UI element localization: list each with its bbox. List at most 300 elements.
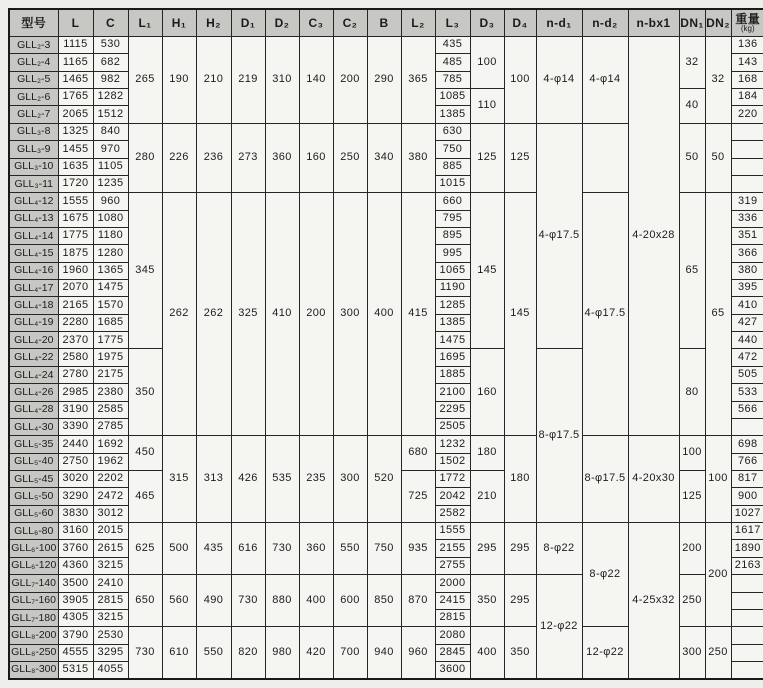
cell-weight: 395	[731, 280, 763, 297]
cell-weight	[731, 644, 763, 661]
cell-weight: 817	[731, 470, 763, 487]
cell-DN1: 32	[679, 37, 705, 89]
cell-L3: 1772	[435, 470, 470, 487]
cell-L3: 1885	[435, 366, 470, 383]
column-header-weight	[731, 9, 763, 37]
cell-L3: 2042	[435, 488, 470, 505]
cell-DN1: 50	[679, 123, 705, 192]
cell-B: 340	[367, 123, 401, 192]
cell-model: GLL₄-18	[9, 297, 58, 314]
cell-L: 3830	[58, 505, 93, 522]
cell-model: GLL₅-45	[9, 470, 58, 487]
cell-C: 2785	[93, 418, 128, 435]
cell-D1: 325	[231, 193, 265, 436]
cell-L3: 630	[435, 123, 470, 140]
cell-L3: 895	[435, 227, 470, 244]
cell-C: 1180	[93, 227, 128, 244]
cell-H1: 610	[162, 627, 196, 679]
cell-L3: 1065	[435, 262, 470, 279]
cell-C: 2410	[93, 575, 128, 592]
cell-C: 2015	[93, 523, 128, 540]
cell-L: 1115	[58, 37, 93, 54]
cell-nd1: 12-φ22	[536, 575, 582, 679]
column-header-DN2	[705, 9, 731, 37]
cell-C3: 140	[299, 37, 333, 124]
cell-C: 1692	[93, 436, 128, 453]
cell-B: 750	[367, 523, 401, 575]
cell-C: 1570	[93, 297, 128, 314]
cell-L1: 350	[128, 349, 162, 436]
cell-H2: 490	[196, 575, 231, 627]
cell-model: GLL₅-35	[9, 436, 58, 453]
cell-H2: 550	[196, 627, 231, 679]
cell-DN2: 200	[705, 523, 731, 627]
cell-model: GLL₄-17	[9, 280, 58, 297]
cell-H2: 210	[196, 37, 231, 124]
cell-weight	[731, 123, 763, 140]
cell-model: GLL₄-16	[9, 262, 58, 279]
cell-C: 3215	[93, 557, 128, 574]
cell-D4: 350	[504, 627, 536, 679]
cell-L2: 725	[401, 470, 435, 522]
cell-L2: 365	[401, 37, 435, 124]
cell-weight	[731, 627, 763, 644]
cell-DN1: 250	[679, 575, 705, 627]
cell-C3: 200	[299, 193, 333, 436]
cell-D1: 273	[231, 123, 265, 192]
cell-L: 1465	[58, 71, 93, 88]
cell-B: 400	[367, 193, 401, 436]
cell-H1: 190	[162, 37, 196, 124]
column-header-label: DN₁	[680, 15, 704, 30]
cell-L3: 2755	[435, 557, 470, 574]
cell-L: 2065	[58, 106, 93, 123]
cell-weight	[731, 575, 763, 592]
column-header-D3	[470, 9, 504, 37]
column-header-L2	[401, 9, 435, 37]
cell-model: GLL₂-3	[9, 37, 58, 54]
cell-L3: 2100	[435, 384, 470, 401]
cell-C: 682	[93, 54, 128, 71]
cell-C: 530	[93, 37, 128, 54]
cell-C: 1775	[93, 332, 128, 349]
cell-D4: 125	[504, 123, 536, 192]
cell-L1: 450	[128, 436, 162, 471]
column-header-label: n-d₁	[546, 15, 572, 30]
cell-nd2: 4-φ17.5	[582, 193, 628, 436]
cell-H1: 560	[162, 575, 196, 627]
column-header-label: H₁	[171, 15, 187, 30]
cell-H1: 226	[162, 123, 196, 192]
cell-C: 1280	[93, 245, 128, 262]
cell-L: 3790	[58, 627, 93, 644]
cell-D3: 110	[470, 89, 504, 124]
cell-L3: 1502	[435, 453, 470, 470]
cell-D3: 180	[470, 436, 504, 471]
cell-L3: 1385	[435, 106, 470, 123]
cell-L3: 2815	[435, 609, 470, 626]
column-header-nd1	[536, 9, 582, 37]
cell-weight	[731, 661, 763, 679]
column-header-DN1	[679, 9, 705, 37]
cell-D3: 400	[470, 627, 504, 679]
cell-DN1: 65	[679, 193, 705, 349]
cell-C: 3295	[93, 644, 128, 661]
cell-DN1: 300	[679, 627, 705, 679]
cell-D4: 180	[504, 436, 536, 523]
cell-weight: 1027	[731, 505, 763, 522]
column-header-label: D₃	[479, 15, 495, 30]
cell-C: 2202	[93, 470, 128, 487]
cell-H2: 262	[196, 193, 231, 436]
cell-L3: 1015	[435, 175, 470, 192]
cell-D3: 160	[470, 349, 504, 436]
cell-model: GLL₄-14	[9, 227, 58, 244]
cell-D1: 820	[231, 627, 265, 679]
cell-L: 3020	[58, 470, 93, 487]
cell-model: GLL₇-140	[9, 575, 58, 592]
cell-L1: 345	[128, 193, 162, 349]
cell-model: GLL₄-22	[9, 349, 58, 366]
cell-D4: 295	[504, 575, 536, 627]
cell-L: 2070	[58, 280, 93, 297]
cell-L: 2985	[58, 384, 93, 401]
cell-L1: 465	[128, 470, 162, 522]
cell-C: 1975	[93, 349, 128, 366]
cell-weight: 220	[731, 106, 763, 123]
cell-L: 2750	[58, 453, 93, 470]
cell-L3: 2080	[435, 627, 470, 644]
cell-L: 3160	[58, 523, 93, 540]
cell-nd1: 4-φ17.5	[536, 123, 582, 349]
cell-model: GLL₂-6	[9, 89, 58, 106]
table-body	[9, 37, 763, 680]
cell-model: GLL₇-180	[9, 609, 58, 626]
cell-D3: 210	[470, 470, 504, 522]
cell-weight	[731, 175, 763, 192]
cell-C2: 250	[333, 123, 367, 192]
cell-weight: 168	[731, 71, 763, 88]
column-header-label: C	[105, 15, 116, 30]
cell-D2: 360	[265, 123, 299, 192]
cell-L: 5315	[58, 661, 93, 679]
column-header-C2	[333, 9, 367, 37]
cell-weight: 566	[731, 401, 763, 418]
cell-weight: 440	[731, 332, 763, 349]
column-header-sublabel: (kg)	[740, 24, 755, 34]
cell-nd2: 4-φ14	[582, 37, 628, 124]
cell-model: GLL₄-28	[9, 401, 58, 418]
cell-L: 1875	[58, 245, 93, 262]
cell-nd2: 8-φ22	[582, 523, 628, 627]
cell-model: GLL₄-24	[9, 366, 58, 383]
cell-C: 1282	[93, 89, 128, 106]
cell-L2: 680	[401, 436, 435, 471]
cell-L3: 795	[435, 210, 470, 227]
column-header-label: DN₂	[706, 15, 730, 30]
cell-L: 2280	[58, 314, 93, 331]
cell-L1: 650	[128, 575, 162, 627]
cell-model: GLL₄-12	[9, 193, 58, 210]
cell-L3: 2000	[435, 575, 470, 592]
cell-L: 1675	[58, 210, 93, 227]
cell-L3: 1285	[435, 297, 470, 314]
cell-model: GLL₄-20	[9, 332, 58, 349]
cell-weight: 143	[731, 54, 763, 71]
cell-D1: 730	[231, 575, 265, 627]
cell-D3: 350	[470, 575, 504, 627]
cell-weight: 351	[731, 227, 763, 244]
cell-D2: 980	[265, 627, 299, 679]
cell-L3: 2295	[435, 401, 470, 418]
cell-C: 1962	[93, 453, 128, 470]
cell-model: GLL₃-10	[9, 158, 58, 175]
cell-DN2: 32	[705, 37, 731, 124]
cell-weight: 1617	[731, 523, 763, 540]
cell-L: 1165	[58, 54, 93, 71]
cell-model: GLL₃-8	[9, 123, 58, 140]
cell-L3: 750	[435, 141, 470, 158]
cell-weight: 2163	[731, 557, 763, 574]
cell-C3: 235	[299, 436, 333, 523]
column-header-L3	[435, 9, 470, 37]
cell-C: 1365	[93, 262, 128, 279]
cell-weight: 410	[731, 297, 763, 314]
cell-L1: 265	[128, 37, 162, 124]
cell-model: GLL₅-40	[9, 453, 58, 470]
cell-L: 4360	[58, 557, 93, 574]
cell-model: GLL₄-26	[9, 384, 58, 401]
column-header-label: 型号	[21, 15, 47, 30]
cell-model: GLL₃-9	[9, 141, 58, 158]
cell-model: GLL₈-300	[9, 661, 58, 679]
cell-nd2	[582, 123, 628, 192]
cell-L3: 435	[435, 37, 470, 54]
column-header-C3	[299, 9, 333, 37]
cell-L3: 1232	[435, 436, 470, 453]
cell-nbx1: 4-20x30	[628, 436, 679, 523]
cell-DN1: 125	[679, 470, 705, 522]
cell-L: 3390	[58, 418, 93, 435]
cell-model: GLL₈-200	[9, 627, 58, 644]
cell-weight: 533	[731, 384, 763, 401]
cell-C: 2472	[93, 488, 128, 505]
cell-model: GLL₃-11	[9, 175, 58, 192]
cell-D2: 535	[265, 436, 299, 523]
column-header-label: L₂	[411, 15, 425, 30]
cell-DN1: 200	[679, 523, 705, 575]
column-header-label: H₂	[206, 15, 221, 30]
cell-weight: 380	[731, 262, 763, 279]
cell-nd1: 8-φ22	[536, 523, 582, 575]
cell-H2: 236	[196, 123, 231, 192]
cell-L: 3290	[58, 488, 93, 505]
cell-weight: 319	[731, 193, 763, 210]
cell-weight	[731, 592, 763, 609]
cell-L3: 485	[435, 54, 470, 71]
cell-L3: 3600	[435, 661, 470, 679]
cell-D3: 100	[470, 37, 504, 89]
cell-DN2: 65	[705, 193, 731, 436]
cell-model: GLL₂-4	[9, 54, 58, 71]
column-header-model	[9, 9, 58, 37]
cell-C2: 300	[333, 436, 367, 523]
cell-C2: 550	[333, 523, 367, 575]
cell-C: 1685	[93, 314, 128, 331]
cell-DN1: 100	[679, 436, 705, 471]
cell-model: GLL₅-50	[9, 488, 58, 505]
cell-L3: 995	[435, 245, 470, 262]
column-header-D1	[231, 9, 265, 37]
cell-C3: 400	[299, 575, 333, 627]
cell-L: 1455	[58, 141, 93, 158]
cell-H1: 262	[162, 193, 196, 436]
cell-weight: 336	[731, 210, 763, 227]
cell-L: 2780	[58, 366, 93, 383]
cell-weight	[731, 158, 763, 175]
cell-L: 1765	[58, 89, 93, 106]
cell-L: 2165	[58, 297, 93, 314]
cell-C: 2815	[93, 592, 128, 609]
cell-DN2: 100	[705, 436, 731, 523]
cell-C: 840	[93, 123, 128, 140]
cell-C2: 200	[333, 37, 367, 124]
column-header-label: n-bx1	[636, 15, 671, 30]
cell-L1: 280	[128, 123, 162, 192]
cell-L: 4555	[58, 644, 93, 661]
cell-L2: 415	[401, 193, 435, 436]
cell-C: 3012	[93, 505, 128, 522]
cell-L: 1960	[58, 262, 93, 279]
table-row	[9, 37, 763, 54]
cell-nd2: 12-φ22	[582, 627, 628, 679]
cell-nbx1: 4-25x32	[628, 523, 679, 679]
cell-L: 1635	[58, 158, 93, 175]
cell-L: 3500	[58, 575, 93, 592]
table-row	[9, 523, 763, 540]
cell-C: 2585	[93, 401, 128, 418]
cell-C: 1080	[93, 210, 128, 227]
cell-weight: 366	[731, 245, 763, 262]
cell-L: 3905	[58, 592, 93, 609]
cell-L3: 660	[435, 193, 470, 210]
cell-L2: 935	[401, 523, 435, 575]
cell-L2: 960	[401, 627, 435, 679]
cell-L2: 380	[401, 123, 435, 192]
cell-DN1: 80	[679, 349, 705, 436]
cell-model: GLL₅-60	[9, 505, 58, 522]
cell-model: GLL₂-7	[9, 106, 58, 123]
cell-model: GLL₄-13	[9, 210, 58, 227]
cell-model: GLL₆-80	[9, 523, 58, 540]
cell-DN2: 50	[705, 123, 731, 192]
cell-C: 3215	[93, 609, 128, 626]
column-header-L1	[128, 9, 162, 37]
cell-D4: 145	[504, 193, 536, 436]
cell-D2: 410	[265, 193, 299, 436]
cell-L3: 785	[435, 71, 470, 88]
cell-model: GLL₆-100	[9, 540, 58, 557]
cell-L2: 870	[401, 575, 435, 627]
cell-C: 982	[93, 71, 128, 88]
cell-L: 2370	[58, 332, 93, 349]
cell-L3: 1475	[435, 332, 470, 349]
cell-L1: 625	[128, 523, 162, 575]
cell-weight: 184	[731, 89, 763, 106]
column-header-label: n-d₂	[592, 15, 618, 30]
cell-L3: 1555	[435, 523, 470, 540]
cell-DN1: 40	[679, 89, 705, 124]
cell-H2: 435	[196, 523, 231, 575]
cell-C: 2380	[93, 384, 128, 401]
cell-L: 2580	[58, 349, 93, 366]
spec-table	[8, 8, 763, 680]
cell-L3: 2845	[435, 644, 470, 661]
cell-C2: 600	[333, 575, 367, 627]
column-header-C	[93, 9, 128, 37]
cell-C: 1512	[93, 106, 128, 123]
column-header-H1	[162, 9, 196, 37]
cell-B: 520	[367, 436, 401, 523]
cell-B: 290	[367, 37, 401, 124]
cell-weight: 1890	[731, 540, 763, 557]
cell-L1: 730	[128, 627, 162, 679]
cell-C: 1235	[93, 175, 128, 192]
column-header-label: B	[379, 15, 389, 30]
column-header-D4	[504, 9, 536, 37]
column-header-label: C₃	[308, 15, 324, 30]
column-header-H2	[196, 9, 231, 37]
cell-D1: 426	[231, 436, 265, 523]
cell-L: 3760	[58, 540, 93, 557]
cell-weight: 472	[731, 349, 763, 366]
cell-D3: 145	[470, 193, 504, 349]
column-header-label: C₂	[342, 15, 358, 30]
cell-D2: 310	[265, 37, 299, 124]
column-header-D2	[265, 9, 299, 37]
cell-D4: 295	[504, 523, 536, 575]
table-header	[9, 9, 763, 37]
column-header-label: L₁	[138, 15, 152, 30]
cell-C: 1105	[93, 158, 128, 175]
column-header-nd2	[582, 9, 628, 37]
cell-D2: 880	[265, 575, 299, 627]
cell-C3: 360	[299, 523, 333, 575]
cell-model: GLL₇-160	[9, 592, 58, 609]
cell-C: 4055	[93, 661, 128, 679]
cell-L3: 1085	[435, 89, 470, 106]
cell-L: 3190	[58, 401, 93, 418]
cell-H1: 500	[162, 523, 196, 575]
column-header-label: D₁	[240, 15, 256, 30]
cell-weight: 136	[731, 37, 763, 54]
cell-model: GLL₄-19	[9, 314, 58, 331]
cell-L3: 1190	[435, 280, 470, 297]
cell-C2: 300	[333, 193, 367, 436]
cell-DN2: 250	[705, 627, 731, 679]
cell-D4: 100	[504, 37, 536, 124]
cell-D3: 125	[470, 123, 504, 192]
cell-L3: 2505	[435, 418, 470, 435]
table-row	[9, 436, 763, 453]
cell-L3: 2582	[435, 505, 470, 522]
cell-C: 1475	[93, 280, 128, 297]
cell-weight: 766	[731, 453, 763, 470]
cell-nbx1: 4-20x28	[628, 37, 679, 436]
cell-nd1: 4-φ14	[536, 37, 582, 124]
column-header-B	[367, 9, 401, 37]
cell-weight	[731, 141, 763, 158]
